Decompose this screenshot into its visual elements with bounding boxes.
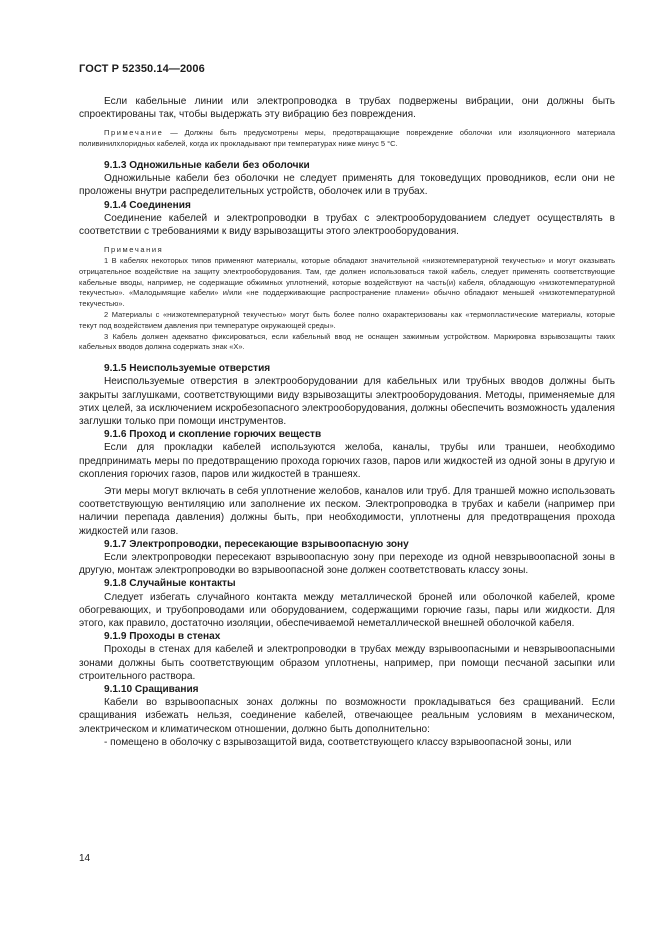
section-heading-9-1-4: 9.1.4 Соединения [104,199,191,211]
list-item: - помещено в оболочку с взрывозащитой вида, соответствующего классу взрывоопасной зоны, или [104,736,572,748]
section-text-9-1-7: Если электропроводки пересекают взрывоопасную зону при переходе из одной невзрывоопасной зоны в другую, монтаж электропроводки во взрывоопасной зоне должен соответствовать классу зоны. [79,552,615,577]
note-2: 2 Материалы с «низкотемпературной текучестью» могут быть более полно охарактеризованы как «термопластические материалы, которые текут под воздействием давления при температуре окружающей среды». [79,310,615,330]
section-text-9-1-5: Неиспользуемые отверстия в электрооборудовании для кабельных или трубных вводов должны быть закрыты заглушками, соответствующими виду взрывозащиты электрооборудования. Методы, применяемые для этих целей, за исключением искробезопасного электрооборудования, должны обеспечить возможность удаления заглушки только при помощи инструментов. [79,376,615,427]
intro-note [79,128,615,150]
note-1: 1 В кабелях некоторых типов применяют материалы, которые обладают значительной «низкотемпературной текучестью» и могут оказывать отрицательное воздействие на защиту электрооборудования. Там, где должен использоваться такой кабель, следует применять соответствующие кабельные вводы, например, не содержащие обжимных уплотнений, которые воздействуют на часть(и) кабеля, обладающую «низкотемпературной текучестью». «Малодымящие кабели» и/или «не поддерживающие распространение пламени» обычно обладают меньшей «низкотемпературной текучестью». [79,256,615,309]
section-heading-9-1-5: 9.1.5 Неиспользуемые отверстия [104,363,271,375]
section-heading-9-1-6: 9.1.6 Проход и скопление горючих веществ [104,429,322,441]
section-text-9-1-9: Проходы в стенах для кабелей и электропроводки в трубах между взрывоопасными и невзрывоопасными зонами должны быть соответствующим образом уплотнены, например, при помощи песчаной засыпки или строительного раствора. [79,644,615,682]
section-text-9-1-6-b: Эти меры могут включать в себя уплотнение желобов, каналов или труб. Для траншей можно использовать соответствующую вентиляцию или заполнение их песком. Электропроводка в трубах и кабели (например при наличии перепада давления) должны быть, при необходимости, уплотнены для предотвращения прохода жидкостей или газов. [79,486,615,537]
section-heading-9-1-3: 9.1.3 Одножильные кабели без оболочки [104,160,310,171]
page-number: 14 [79,853,91,864]
section-heading-9-1-10: 9.1.10 Сращивания [104,684,199,696]
document-header: ГОСТ Р 52350.14—2006 [79,63,205,75]
section-heading-9-1-7: 9.1.7 Электропроводки, пересекающие взрывоопасную зону [104,538,409,550]
section-text-9-1-8: Следует избегать случайного контакта между металлической броней или оболочкой кабелей, кроме обогревающих, и трубопроводами или оборудованием, содержащими горючие газы, пары или жидкости. Для этого, как правило, достаточно изоляции, обеспечиваемой неметаллической внешней оболочкой кабеля. [79,591,615,630]
document-body [79,95,615,749]
section-text-9-1-10: Кабели во взрывоопасных зонах должны по возможности прокладываться без сращиваний. Если сращивания избежать нельзя, соединение кабелей, отвечающее реальным условиям в механическом, электрическом и климатическом отношении, должно быть дополнительно: [79,697,615,735]
intro-paragraph: Если кабельные линии или электропроводка в трубах подвержены вибрации, они должны быть спроектированы так, чтобы выдержать эту вибрацию без повреждения. [79,96,615,121]
section-text-9-1-3: Одножильные кабели без оболочки не следует применять для токоведущих проводников, если они не проложены внутри распределительных устройств, оболочек или в трубах. [79,173,615,198]
notes-label: Примечания [104,245,164,255]
section-text-9-1-6-a: Если для прокладки кабелей используются желоба, каналы, трубы или траншеи, необходимо предпринимать меры по предотвращению прохода горючих газов, паров или жидкостей из одной зоны в другую и скопления горючих газов, паров или жидкостей в траншеях. [79,442,615,480]
section-heading-9-1-9: 9.1.9 Проходы в стенах [104,631,221,643]
section-heading-9-1-8: 9.1.8 Случайные контакты [104,578,236,590]
note-label: Примечание [104,128,164,138]
note-3: 3 Кабель должен адекватно фиксироваться, если кабельный ввод не оснащен зажимным устройством. Маркировка взрывозащиты таких кабельных вводов должна содержать знак «X». [79,331,615,352]
section-text-9-1-4: Соединение кабелей и электропроводки в трубах с электрооборудованием следует осуществлять в соответствии с требованиями к виду взрывозащиты этого электрооборудования. [79,212,615,238]
note-text: — Должны быть предусмотрены меры, предотвращающие повреждение оболочки или изоляционного материала поливинилхлоридных кабелей, когда их прокладывают при температурах ниже минус 5 °С. [79,128,615,149]
